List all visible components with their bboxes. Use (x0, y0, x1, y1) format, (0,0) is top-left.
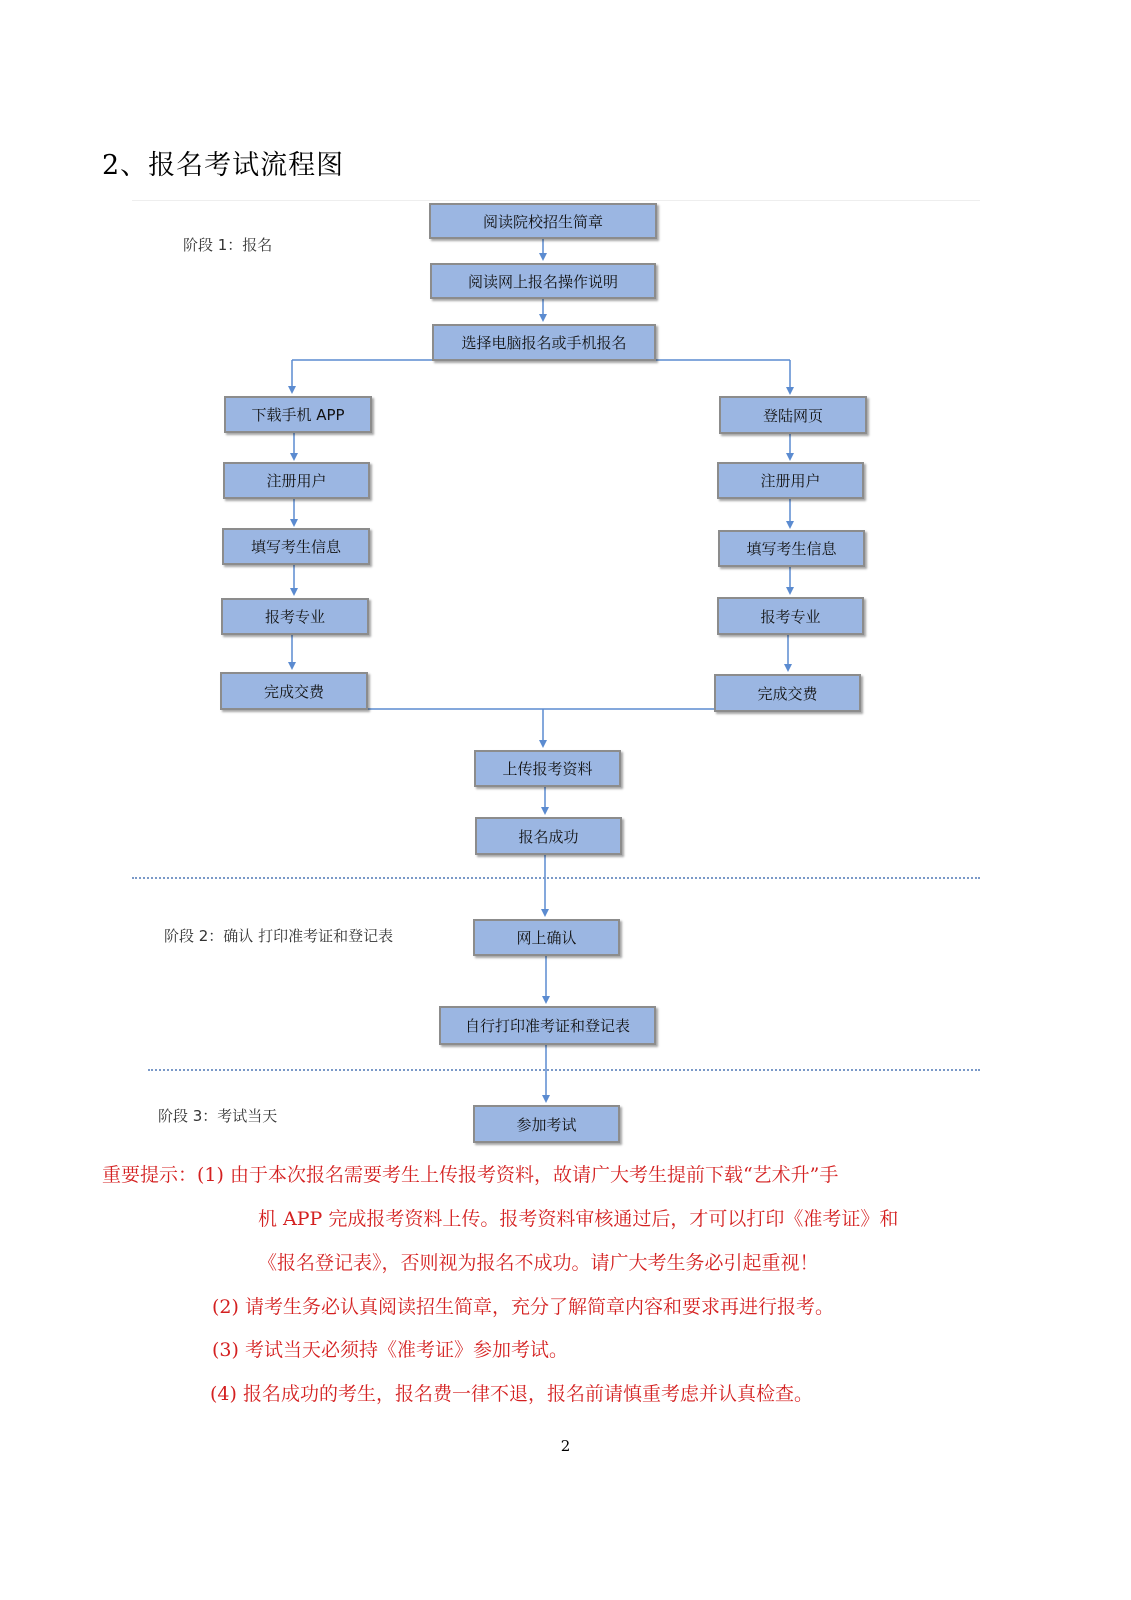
left-step-register: 注册用户 (223, 462, 370, 499)
step-read-instructions: 阅读网上报名操作说明 (430, 263, 656, 299)
stage-separator-2 (148, 1069, 980, 1071)
right-step-pay: 完成交费 (714, 674, 861, 712)
note-4: (4) 报名成功的考生，报名费一律不退，报名前请慎重考虑并认真检查。 (210, 1383, 813, 1405)
stage-separator-1 (132, 877, 980, 879)
step-online-confirm: 网上确认 (473, 919, 620, 956)
page-number: 2 (560, 1437, 571, 1455)
note-1-line-1: 重要提示：(1) 由于本次报名需要考生上传报考资料，故请广大考生提前下载“艺术升”手 (102, 1164, 839, 1186)
right-step-fill-info: 填写考生信息 (718, 530, 865, 567)
left-step-download-app: 下载手机 APP (224, 396, 372, 433)
note-1-line-3: 《报名登记表》，否则视为报名不成功。请广大考生务必引起重视！ (258, 1252, 819, 1274)
note-3: (3) 考试当天必须持《准考证》参加考试。 (212, 1339, 568, 1361)
note-2: (2) 请考生务必认真阅读招生简章，充分了解简章内容和要求再进行报考。 (212, 1296, 834, 1318)
right-step-login-web: 登陆网页 (719, 396, 867, 434)
stage-1-label: 阶段 1：报名 (183, 236, 273, 254)
left-step-pay: 完成交费 (220, 672, 368, 710)
left-step-major: 报考专业 (221, 598, 369, 635)
page-heading: 2、报名考试流程图 (102, 150, 345, 181)
step-print-admission: 自行打印准考证和登记表 (439, 1006, 656, 1045)
step-attend-exam: 参加考试 (473, 1105, 620, 1143)
step-choose-method: 选择电脑报名或手机报名 (432, 324, 656, 361)
right-step-major: 报考专业 (717, 597, 864, 635)
left-step-fill-info: 填写考生信息 (222, 528, 370, 565)
stage-2-label: 阶段 2：确认 打印准考证和登记表 (164, 927, 394, 945)
note-1-line-2: 机 APP 完成报考资料上传。报考资料审核通过后，才可以打印《准考证》和 (258, 1208, 899, 1230)
right-step-register: 注册用户 (717, 462, 864, 499)
step-registration-success: 报名成功 (475, 817, 622, 855)
step-upload-materials: 上传报考资料 (474, 750, 621, 787)
stage-3-label: 阶段 3：考试当天 (158, 1107, 278, 1125)
step-read-brochure: 阅读院校招生简章 (429, 203, 657, 239)
